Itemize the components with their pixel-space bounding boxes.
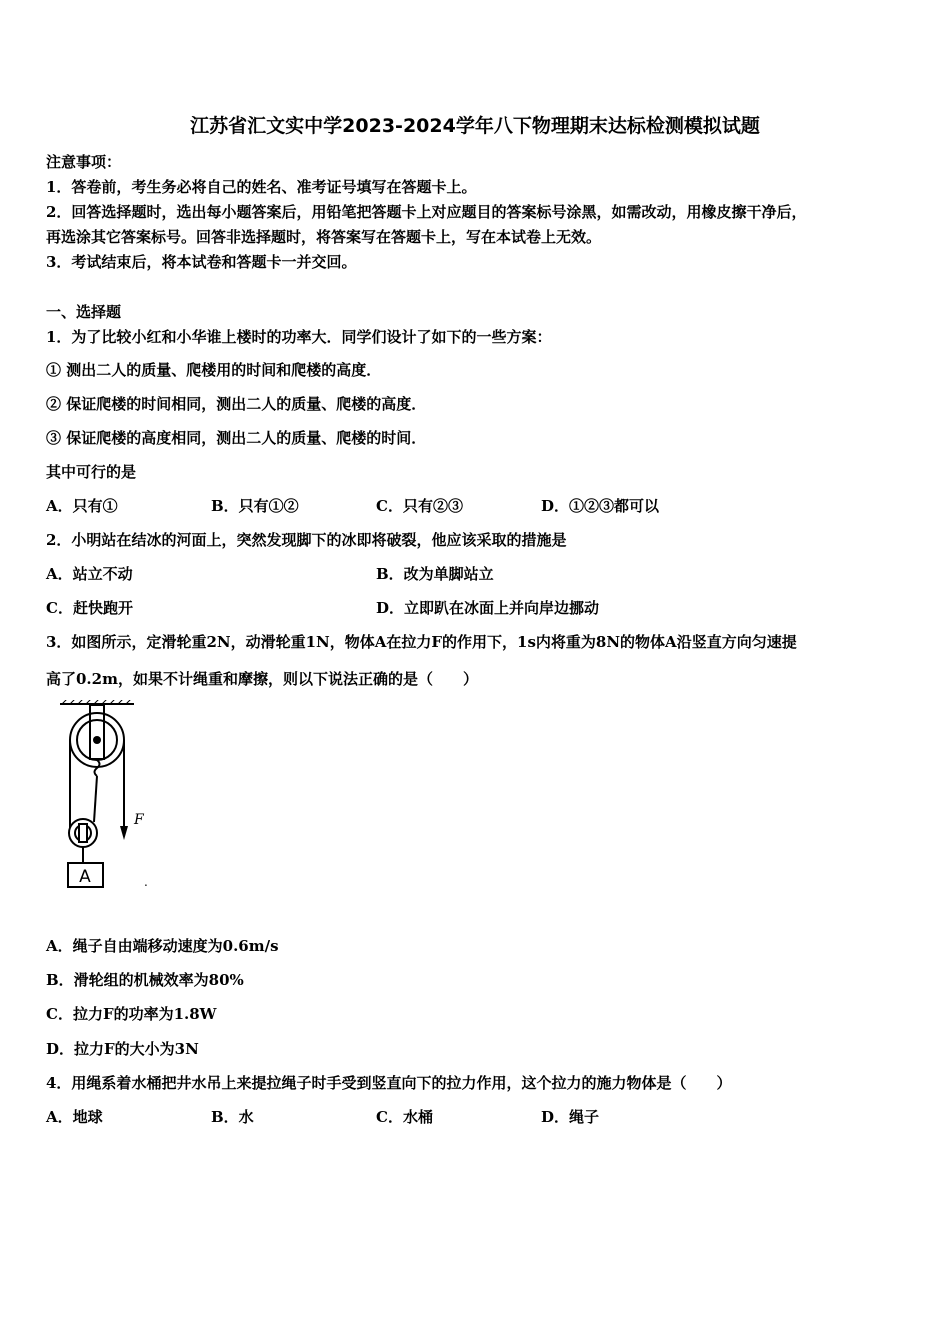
q3-option-c: C．拉力F的功率为1.8W [46,1005,217,1023]
q3-stem: 高了0.2m，如果不计绳重和摩擦，则以下说法正确的是（ ） [46,670,478,688]
q3-option-a: A．绳子自由端移动速度为0.6m/s [46,937,279,955]
q4-options [46,1107,906,1127]
q1-options [46,496,906,516]
rope-middle [94,776,97,822]
q2-options-row1 [46,564,906,584]
q1-plan: ② 保证爬楼的时间相同，测出二人的质量、爬楼的高度． [46,395,427,413]
notice-item: 2．回答选择题时，选出每小题答案后，用铅笔把答题卡上对应题目的答案标号涂黑，如需改动，用橡皮擦干净后， [46,203,807,221]
q1-prompt: 其中可行的是 [46,463,137,481]
q3-option-d: D．拉力F的大小为3N [46,1040,199,1058]
option-a: A．站立不动 [46,565,133,583]
option-c: C．赶快跑开 [46,599,133,617]
option-a: A．只有① [46,497,118,515]
notice-item: 1．答卷前，考生务必将自己的姓名、准考证号填写在答题卡上。 [46,178,477,196]
q1-plan: ③ 保证爬楼的高度相同，测出二人的质量、爬楼的时间． [46,429,427,447]
option-b: B．水 [211,1108,254,1126]
option-d: D．绳子 [541,1108,600,1126]
option-b: B．改为单脚站立 [376,565,494,583]
q1-plan: ① 测出二人的质量、爬楼用的时间和爬楼的高度． [46,361,382,379]
q2-options-row2 [46,598,906,618]
notice-item: 3．考试结束后，将本试卷和答题卡一并交回。 [46,253,357,271]
option-c: C．只有②③ [376,497,463,515]
option-b: B．只有①② [211,497,299,515]
q2-stem: 2．小明站在结冰的河面上，突然发现脚下的冰即将破裂，他应该采取的措施是 [46,531,567,549]
block-label: A [79,867,91,887]
q4-stem: 4．用绳系着水桶把井水吊上来提拉绳子时手受到竖直向下的拉力作用，这个拉力的施力物体是（ ） [46,1074,732,1092]
force-label: F [134,812,144,828]
option-d: D．①②③都可以 [541,497,660,515]
option-c: C．水桶 [376,1108,433,1126]
hook [95,760,100,776]
q1-stem: 1．为了比较小红和小华谁上楼时的功率大．同学们设计了如下的一些方案： [46,328,552,346]
notice-heading: 注意事项： [46,153,122,171]
pulley-diagram [52,700,162,895]
section-heading: 一、选择题 [46,303,122,321]
option-a: A．地球 [46,1108,103,1126]
notice-item: 再选涂其它答案标号。回答非选择题时，将答案写在答题卡上，写在本试卷上无效。 [46,228,602,246]
q3-stem: 3．如图所示，定滑轮重2N，动滑轮重1N，物体A在拉力F的作用下，1s内将重为8N的物体A沿竖直方向匀速提 [46,633,797,651]
q3-option-b: B．滑轮组的机械效率为80% [46,971,244,989]
option-d: D．立即趴在冰面上并向岸边挪动 [376,599,600,617]
arrow-head [120,826,128,840]
figure-dot: . [144,875,148,889]
exam-title: 江苏省汇文实中学2023-2024学年八下物理期末达标检测模拟试题 [190,115,760,137]
